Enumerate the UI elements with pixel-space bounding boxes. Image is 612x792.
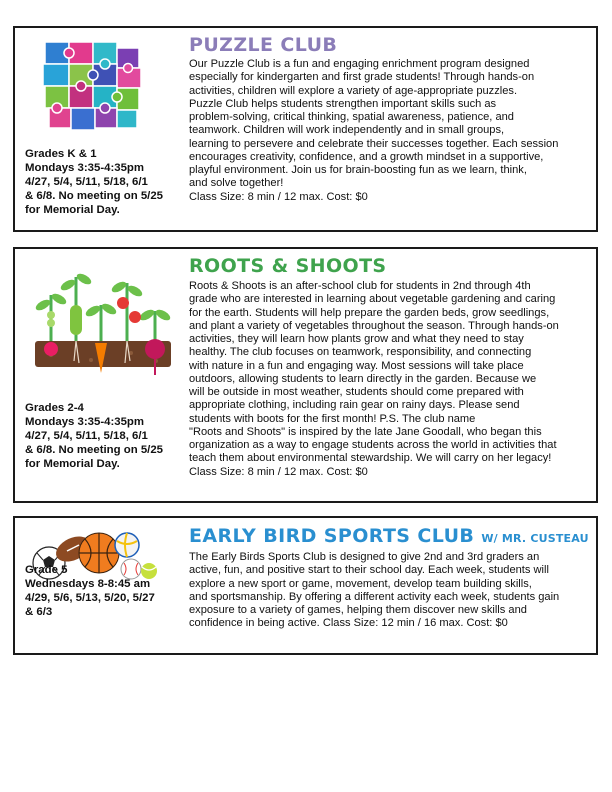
puzzle-club-section: [13, 26, 598, 232]
description-line: with nature in a fun and engaging way. Most sessions will take place: [189, 359, 524, 372]
description-line: Our Puzzle Club is a fun and engaging enrichment program designed: [189, 58, 530, 70]
description-line: encourages creativity, confidence, and a growth mindset in a supportive,: [189, 150, 544, 163]
class-size-line: Class Size: 8 min / 12 max. Cost: $0: [189, 465, 368, 478]
puzzle-club-description: [189, 58, 558, 204]
class-size-line: Class Size: 8 min / 12 max. Cost: $0: [189, 190, 368, 203]
roots-and-shoots-description: [189, 280, 559, 479]
description-line: activities, children will explore a variety of age-appropriate puzzles.: [189, 84, 518, 97]
description-line: appropriate clothing, including rain gear on rainy days. Please send: [189, 399, 520, 412]
description-line: teamwork. Children will work independently and in small groups,: [189, 124, 505, 137]
puzzle-pieces-icon: [39, 34, 147, 140]
early-bird-sports-title: [189, 527, 589, 546]
description-line: active, fun, and positive start to their school day. Each week, students will: [189, 564, 549, 577]
sports-club-coach: W/ MR. CUSTEAU: [481, 532, 589, 545]
description-line: organization as a way to engage students across the world in activities that: [189, 439, 557, 451]
early-bird-sports-section: [13, 516, 598, 655]
class-size-line: confidence in being active. Class Size: 12 min / 16 max. Cost: $0: [189, 617, 508, 630]
description-line: learning to persevere and celebrate their successes together. Each session: [189, 137, 559, 150]
description-line: for the earth. Students will help prepare the garden beds, grow seedlings,: [189, 306, 550, 319]
description-line: exposure to a variety of games, helping them discover new skills and: [189, 604, 527, 616]
description-line: teach them about environmental stewardship. We will carry on her legacy!: [189, 452, 552, 465]
sports-club-title-text: EARLY BIRD SPORTS CLUB: [189, 525, 475, 547]
vegetable-garden-icon: [31, 265, 175, 391]
description-line: and solve together!: [189, 177, 284, 190]
description-line: activities, they will learn how plants grow and what they need to stay: [189, 333, 524, 345]
description-line: Puzzle Club helps students strengthen important skills such as: [189, 97, 497, 110]
description-line: especially for kindergarten and first grade students! Through hands-on: [189, 71, 535, 84]
description-line: and plant a variety of vegetables throughout the season. Through hands-on: [189, 319, 559, 332]
description-line: healthy. The club focuses on teamwork, responsibility, and connecting: [189, 346, 532, 359]
description-line: outdoors, allowing students to learn directly in the garden. Because we: [189, 372, 537, 385]
roots-and-shoots-title: ROOTS & SHOOTS: [189, 255, 387, 277]
description-line: explore a new sport or game, movement, develop team building skills,: [189, 577, 532, 590]
description-line: Roots & Shoots is an after-school club for students in 2nd through 4th: [189, 280, 531, 292]
roots-and-shoots-schedule: Grades 2-4 Mondays 3:35-4:35pm 4/27, 5/4, 5/11, 5/18, 6/1 & 6/8. No meeting on 5/25 for Memorial Day.: [25, 402, 163, 470]
description-line: "Roots and Shoots" is inspired by the late Jane Goodall, who began this: [189, 425, 542, 438]
description-line: students with boots for the first month! P.S. The club name: [189, 412, 476, 425]
description-line: The Early Birds Sports Club is designed to give 2nd and 3rd graders an: [189, 551, 540, 563]
early-bird-sports-description: [189, 551, 559, 631]
description-line: problem-solving, critical thinking, spatial awareness, patience, and: [189, 111, 514, 123]
description-line: playful environment. Join us for brain-boosting fun as we learn, think,: [189, 164, 527, 176]
roots-and-shoots-section: [13, 247, 598, 503]
puzzle-club-title: PUZZLE CLUB: [189, 34, 338, 56]
description-line: will be outside in most weather, students should come prepared with: [189, 386, 524, 398]
puzzle-club-schedule: Grades K & 1 Mondays 3:35-4:35pm 4/27, 5/4, 5/11, 5/18, 6/1 & 6/8. No meeting on 5/25 for Memorial Day.: [25, 148, 163, 216]
early-bird-sports-schedule: Grade 5 Wednesdays 8-8:45 am 4/29, 5/6, 5/13, 5/20, 5/27 & 6/3: [25, 564, 155, 618]
description-line: grade who are interested in learning about vegetable gardening and caring: [189, 293, 556, 306]
description-line: and sportsmanship. By offering a different activity each week, students gain: [189, 590, 560, 603]
